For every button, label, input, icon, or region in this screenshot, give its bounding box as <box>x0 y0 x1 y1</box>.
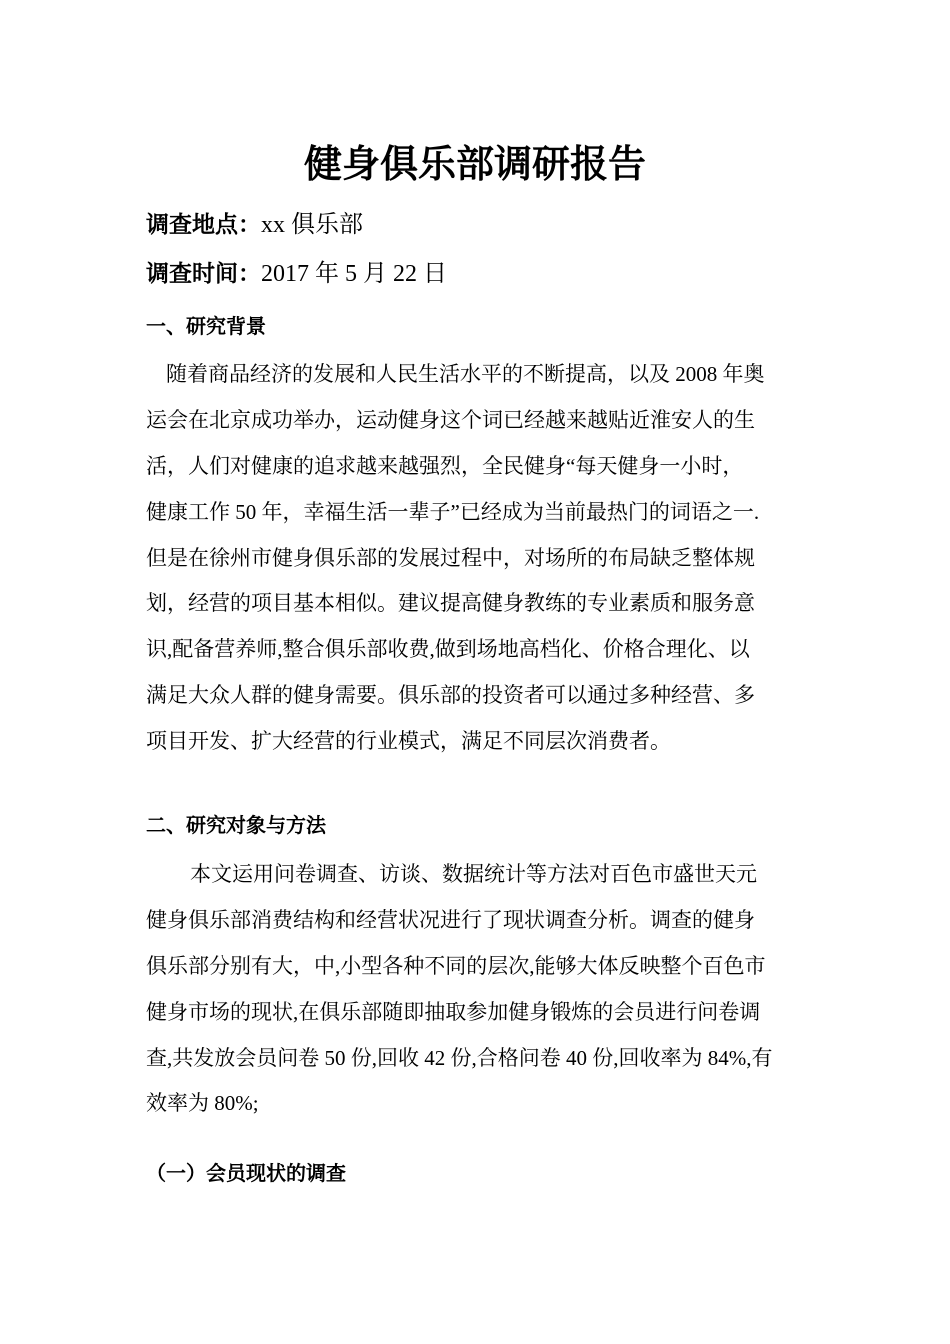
paragraph-line: 满足大众人群的健身需要。俱乐部的投资者可以通过多种经营、多 <box>146 683 755 708</box>
paragraph-line: 查,共发放会员问卷 50 份,回收 42 份,合格问卷 40 份,回收率为 84%,有 <box>146 1045 773 1070</box>
paragraph-line: 本文运用问卷调查、访谈、数据统计等方法对百色市盛世天元 <box>190 862 757 886</box>
survey-location-value: xx 俱乐部 <box>261 212 363 238</box>
paragraph-line: 健身俱乐部消费结构和经营状况进行了现状调查分析。调查的健身 <box>146 907 755 932</box>
paragraph-background <box>146 352 806 765</box>
paragraph-line: 效率为 80%; <box>146 1091 259 1116</box>
survey-date-value: 2017 年 5 月 22 日 <box>261 261 447 287</box>
subsection-heading-member-status: （一）会员现状的调查 <box>146 1161 346 1185</box>
paragraph-line: 运会在北京成功举办，运动健身这个词已经越来越贴近淮安人的生 <box>146 407 755 432</box>
survey-location <box>146 207 363 243</box>
survey-date-label: 调查时间： <box>146 261 261 287</box>
paragraph-line: 划，经营的项目基本相似。建议提高健身教练的专业素质和服务意 <box>146 591 755 616</box>
paragraph-line: 项目开发、扩大经营的行业模式，满足不同层次消费者。 <box>146 729 671 754</box>
paragraph-line: 识,配备营养师,整合俱乐部收费,做到场地高档化、价格合理化、以 <box>146 637 750 662</box>
paragraph-subjects-methods <box>146 852 806 1127</box>
paragraph-line: 俱乐部分别有大，中,小型各种不同的层次,能够大体反映整个百色市 <box>146 953 766 978</box>
survey-location-label: 调查地点： <box>146 212 261 238</box>
section-heading-background: 一、研究背景 <box>146 314 266 338</box>
paragraph-line: 健康工作 50 年，幸福生活一辈子”已经成为当前最热门的词语之一. <box>146 499 760 524</box>
paragraph-line: 但是在徐州市健身俱乐部的发展过程中，对场所的布局缺乏整体规 <box>146 545 755 570</box>
paragraph-line: 随着商品经济的发展和人民生活水平的不断提高，以及 2008 年奥 <box>166 362 765 386</box>
document-title: 健身俱乐部调研报告 <box>303 142 646 186</box>
paragraph-line: 健身市场的现状,在俱乐部随即抽取参加健身锻炼的会员进行问卷调 <box>146 999 761 1024</box>
paragraph-line: 活，人们对健康的追求越来越强烈，全民健身“每天健身一小时， <box>146 453 744 478</box>
survey-date <box>146 256 447 292</box>
section-heading-subjects-methods: 二、研究对象与方法 <box>146 813 326 837</box>
